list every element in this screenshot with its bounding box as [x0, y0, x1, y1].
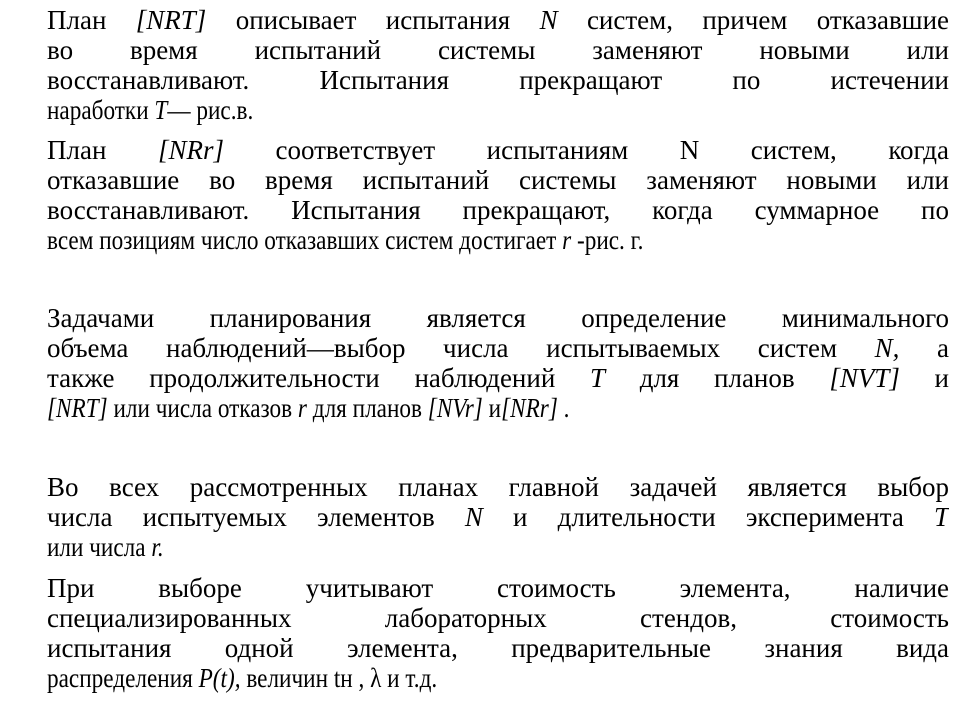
italic-term: [NRT] — [135, 5, 207, 35]
text-run: числа испытуемых элементов — [47, 502, 465, 532]
text-line — [47, 603, 949, 633]
text-run: во время испытаний системы заменяют новыми или — [47, 35, 949, 65]
text-run: . — [557, 393, 570, 423]
text-line — [47, 532, 164, 562]
text-line — [47, 35, 949, 65]
text-run: и — [899, 363, 949, 393]
text-run: описывает испытания — [206, 5, 540, 35]
text-line — [47, 472, 949, 502]
italic-term: T — [589, 363, 606, 393]
paragraph-selection-factors — [47, 573, 949, 693]
text-run: наработки — [47, 95, 155, 125]
text-run: объема наблюдений—выбор числа испытываемых систем — [47, 333, 875, 363]
text-run: распределения — [47, 663, 199, 693]
text-run: или числа — [47, 532, 152, 562]
paragraph-nrr-plan — [47, 135, 949, 255]
text-line — [47, 225, 643, 255]
italic-term: r — [297, 393, 307, 423]
text-line — [47, 65, 949, 95]
text-run: восстанавливают. Испытания прекращают, когда суммарное по — [47, 195, 949, 225]
text-run: всем позициям число отказавших систем достигает — [47, 225, 563, 255]
italic-term: [NRr] — [501, 393, 558, 423]
text-line — [47, 393, 569, 423]
text-line — [47, 303, 949, 333]
text-run: а — [899, 333, 949, 363]
text-run: Задачами планирования является определение минимального — [47, 303, 949, 333]
text-line — [47, 5, 949, 35]
text-run: для планов — [605, 363, 830, 393]
text-run: и — [482, 393, 502, 423]
text-run: восстанавливают. Испытания прекращают по истечении — [47, 65, 949, 95]
text-line — [47, 135, 949, 165]
italic-term: T — [154, 95, 168, 125]
italic-term: r. — [151, 532, 164, 562]
text-line — [47, 363, 949, 393]
text-run: или числа отказов — [107, 393, 298, 423]
paragraph-planning-tasks — [47, 303, 949, 423]
text-run: — рис.в. — [167, 95, 254, 125]
italic-term: [NRr] — [157, 135, 224, 165]
italic-term: N — [539, 5, 558, 35]
paragraph-main-task — [47, 472, 949, 562]
text-line — [47, 633, 949, 663]
text-line — [47, 502, 949, 532]
text-run: величин tн , λ и т.д. — [240, 663, 438, 693]
text-run: План — [47, 5, 136, 35]
italic-term: P(t), — [198, 663, 241, 693]
text-run: испытания одной элемента, предварительные знания вида — [47, 633, 949, 663]
text-run: отказавшие во время испытаний системы заменяют новыми или — [47, 165, 949, 195]
italic-term: N — [464, 502, 483, 532]
italic-term: [NVr] — [427, 393, 483, 423]
text-line — [47, 573, 949, 603]
text-line — [47, 195, 949, 225]
italic-term: [NVT] — [829, 363, 900, 393]
text-run: для планов — [306, 393, 428, 423]
text-run: и длительности эксперимента — [482, 502, 934, 532]
italic-term: [NRT] — [47, 393, 108, 423]
text-run: специализированных лабораторных стендов, стоимость — [47, 603, 949, 633]
text-run: Во всех рассмотренных планах главной задачей является выбор — [47, 472, 949, 502]
text-run: также продолжительности наблюдений — [47, 363, 590, 393]
italic-term: N, — [874, 333, 900, 363]
text-run: систем, причем отказавшие — [557, 5, 949, 35]
text-line — [47, 663, 437, 693]
italic-term: r — [562, 225, 572, 255]
text-line — [47, 165, 949, 195]
text-run: соответствует испытаниям N систем, когда — [223, 135, 949, 165]
text-run: План — [47, 135, 158, 165]
text-line — [47, 95, 253, 125]
text-run: При выборе учитывают стоимость элемента, наличие — [47, 573, 949, 603]
text-run: -рис. г. — [571, 225, 644, 255]
paragraph-nrt-plan — [47, 5, 949, 125]
text-line — [47, 333, 949, 363]
italic-term: T — [933, 502, 949, 532]
